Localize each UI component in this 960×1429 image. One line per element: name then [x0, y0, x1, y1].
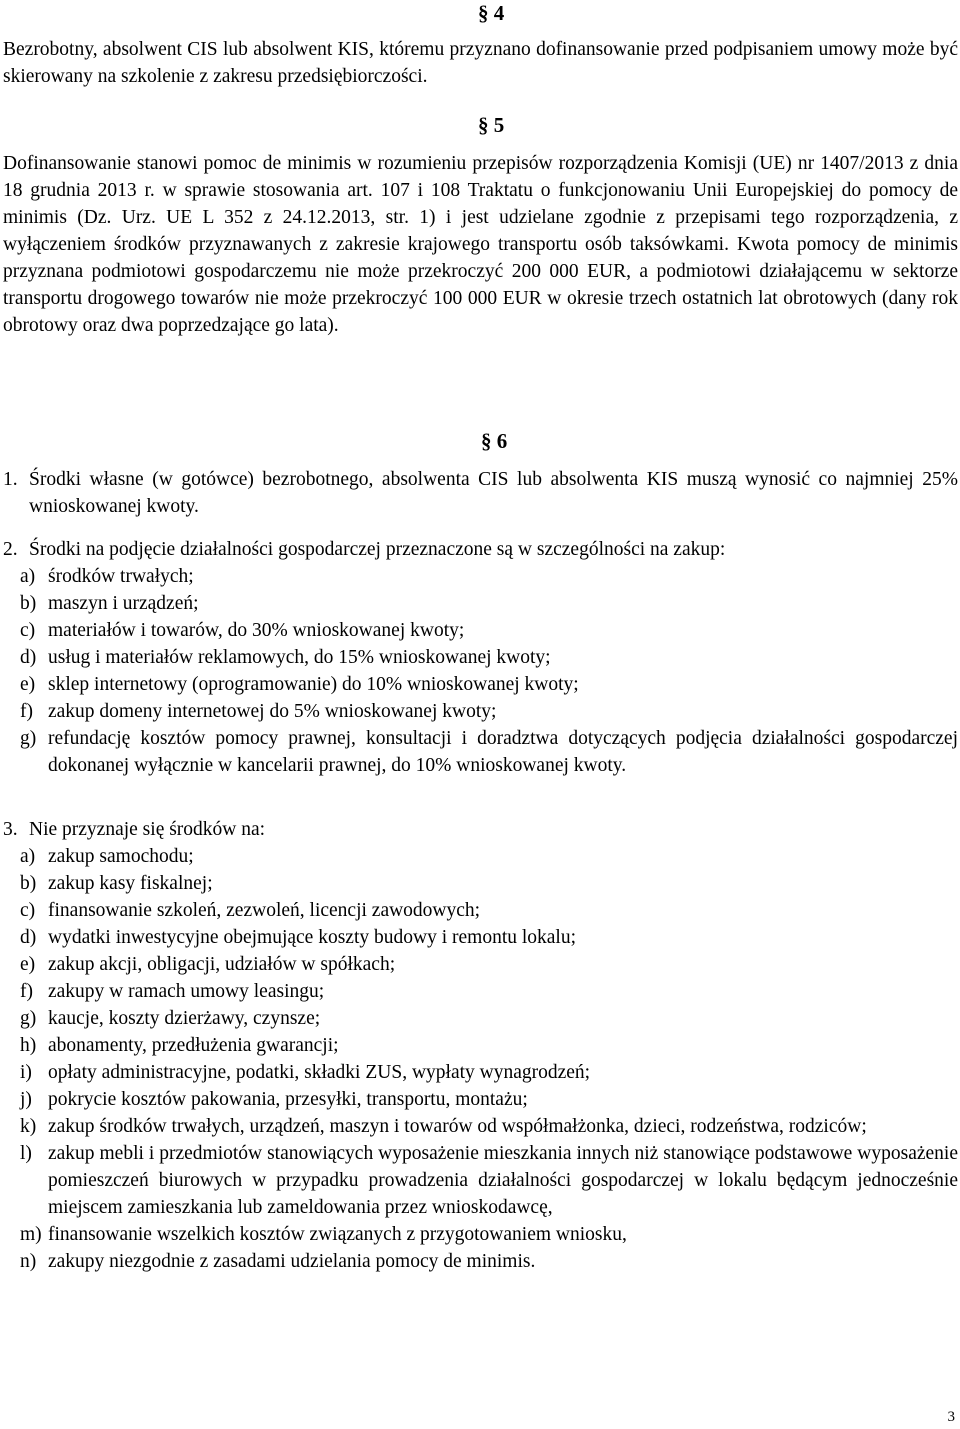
list-item — [3, 563, 958, 590]
page-number: 3 — [947, 1409, 955, 1425]
list-item-letter: b) — [20, 873, 37, 894]
list-item-letter: n) — [20, 1251, 37, 1272]
list-item-letter: m) — [20, 1224, 42, 1245]
list-item-text: opłaty administracyjne, podatki, składki ZUS, wypłaty wynagrodzeń; — [48, 1062, 591, 1083]
list-item-text: zakup akcji, obligacji, udziałów w spółkach; — [48, 954, 396, 975]
list-item-text: zakup mebli i przedmiotów stanowiących wyposażenie mieszkania innych niż stanowiące podstawowe wyposażenie pomieszczeń biurowych w przypadku prowadzenia działalności gospodarczej w lokalu będącym jednocześnie miejscem zamieszkania lub zameldowania przez wnioskodawcę, — [48, 1143, 958, 1218]
list-item — [3, 1113, 958, 1140]
list-item-letter: a) — [20, 566, 36, 587]
eligible-expenses-list — [3, 563, 958, 779]
list-item-letter: b) — [20, 593, 37, 614]
list-item — [3, 843, 958, 870]
list-item-text: finansowanie wszelkich kosztów związanych z przygotowaniem wniosku, — [48, 1224, 627, 1245]
list-item — [3, 1140, 958, 1221]
list-item-text: abonamenty, przedłużenia gwarancji; — [48, 1035, 339, 1056]
section-6-point-3 — [3, 816, 958, 1275]
point-text: Nie przyznaje się środków na: — [29, 819, 266, 840]
list-item-text: zakup środków trwałych, urządzeń, maszyn i towarów od współmałżonka, dzieci, rodzeństwa, rodziców; — [48, 1116, 867, 1137]
section-5-text: Dofinansowanie stanowi pomoc de minimis w rozumieniu przepisów rozporządzenia Komisji (UE) nr 1407/2013 z dnia 18 grudnia 2013 r. w sprawie stosowania art. 107 i 108 Traktatu o funkcjonowaniu Unii Europejskiej do pomocy de minimis (Dz. Urz. UE L 352 z 24.12.2013, str. 1) i jest udzielane zgodnie z przepisami tego rozporządzenia, z wyłączeniem środków przyznawanych z zakresie krajowego transportu osób taksówkami. Kwota pomocy de minimis przyznana podmiotowi gospodarczemu nie może przekroczyć 200 000 EUR, a podmiotowi działającemu w sektorze transportu drogowego towarów nie może przekroczyć 100 000 EUR w okresie trzech ostatnich lat obrotowych (dany rok obrotowy oraz dwa poprzedzające go lata). — [3, 153, 958, 336]
list-item-text: finansowanie szkoleń, zezwoleń, licencji zawodowych; — [48, 900, 481, 921]
section-heading-4: § 4 — [478, 1, 505, 25]
list-item-letter: g) — [20, 1008, 37, 1029]
list-item — [3, 725, 958, 779]
list-item-letter: e) — [20, 674, 36, 695]
list-item-letter: a) — [20, 846, 36, 867]
list-item-text: maszyn i urządzeń; — [48, 593, 199, 614]
list-item-text: usług i materiałów reklamowych, do 15% wnioskowanej kwoty; — [48, 647, 551, 668]
list-item — [3, 1086, 958, 1113]
list-item — [3, 951, 958, 978]
list-item-text: refundację kosztów pomocy prawnej, konsultacji i doradztwa dotyczących podjęcia działalności gospodarczej dokonanej wyłącznie w kancelarii prawnej, do 10% wnioskowanej kwoty. — [48, 728, 958, 776]
list-item-text: zakupy niezgodnie z zasadami udzielania pomocy de minimis. — [48, 1251, 536, 1272]
point-number: 3. — [3, 819, 18, 840]
list-item — [3, 870, 958, 897]
section-6-point-1 — [3, 466, 958, 520]
list-item-letter: l) — [20, 1143, 32, 1164]
list-item-text: wydatki inwestycyjne obejmujące koszty budowy i remontu lokalu; — [48, 927, 577, 948]
list-item-letter: f) — [20, 981, 33, 1002]
list-item-text: zakup samochodu; — [48, 846, 194, 867]
list-item — [3, 590, 958, 617]
list-item — [3, 1221, 958, 1248]
point-text: Środki na podjęcie działalności gospodarczej przeznaczone są w szczególności na zakup: — [29, 539, 726, 560]
list-item-letter: d) — [20, 927, 37, 948]
list-item-text: środków trwałych; — [48, 566, 194, 587]
list-item-letter: c) — [20, 620, 36, 641]
list-item — [3, 978, 958, 1005]
point-number: 2. — [3, 539, 18, 560]
list-item — [3, 1005, 958, 1032]
section-6-point-2 — [3, 536, 958, 779]
list-item — [3, 1248, 958, 1275]
section-4-text: Bezrobotny, absolwent CIS lub absolwent KIS, któremu przyznano dofinansowanie przed podpisaniem umowy może być skierowany na szkolenie z zakresu przedsiębiorczości. — [3, 39, 958, 87]
list-item-text: materiałów i towarów, do 30% wnioskowanej kwoty; — [48, 620, 465, 641]
list-item-letter: f) — [20, 701, 33, 722]
list-item-text: zakupy w ramach umowy leasingu; — [48, 981, 325, 1002]
list-item-letter: c) — [20, 900, 36, 921]
list-item-letter: k) — [20, 1116, 37, 1137]
list-item-text: zakup kasy fiskalnej; — [48, 873, 213, 894]
list-item-text: sklep internetowy (oprogramowanie) do 10% wnioskowanej kwoty; — [48, 674, 579, 695]
list-item — [3, 1059, 958, 1086]
excluded-expenses-list — [3, 843, 958, 1275]
list-item-text: pokrycie kosztów pakowania, przesyłki, transportu, montażu; — [48, 1089, 528, 1110]
list-item-letter: d) — [20, 647, 37, 668]
point-text: Środki własne (w gotówce) bezrobotnego, absolwenta CIS lub absolwenta KIS muszą wynosić co najmniej 25% wnioskowanej kwoty. — [29, 469, 958, 517]
list-item — [3, 698, 958, 725]
list-item-letter: i) — [20, 1062, 32, 1083]
list-item-letter: j) — [20, 1089, 32, 1110]
list-item-letter: h) — [20, 1035, 37, 1056]
list-item — [3, 897, 958, 924]
list-item-letter: e) — [20, 954, 36, 975]
section-heading-6: § 6 — [481, 429, 508, 453]
list-item-text: kaucje, koszty dzierżawy, czynsze; — [48, 1008, 321, 1029]
list-item — [3, 617, 958, 644]
point-number: 1. — [3, 469, 18, 490]
list-item — [3, 1032, 958, 1059]
list-item — [3, 671, 958, 698]
section-heading-5: § 5 — [478, 113, 505, 137]
list-item-letter: g) — [20, 728, 37, 749]
list-item-text: zakup domeny internetowej do 5% wnioskowanej kwoty; — [48, 701, 497, 722]
list-item — [3, 644, 958, 671]
list-item — [3, 924, 958, 951]
